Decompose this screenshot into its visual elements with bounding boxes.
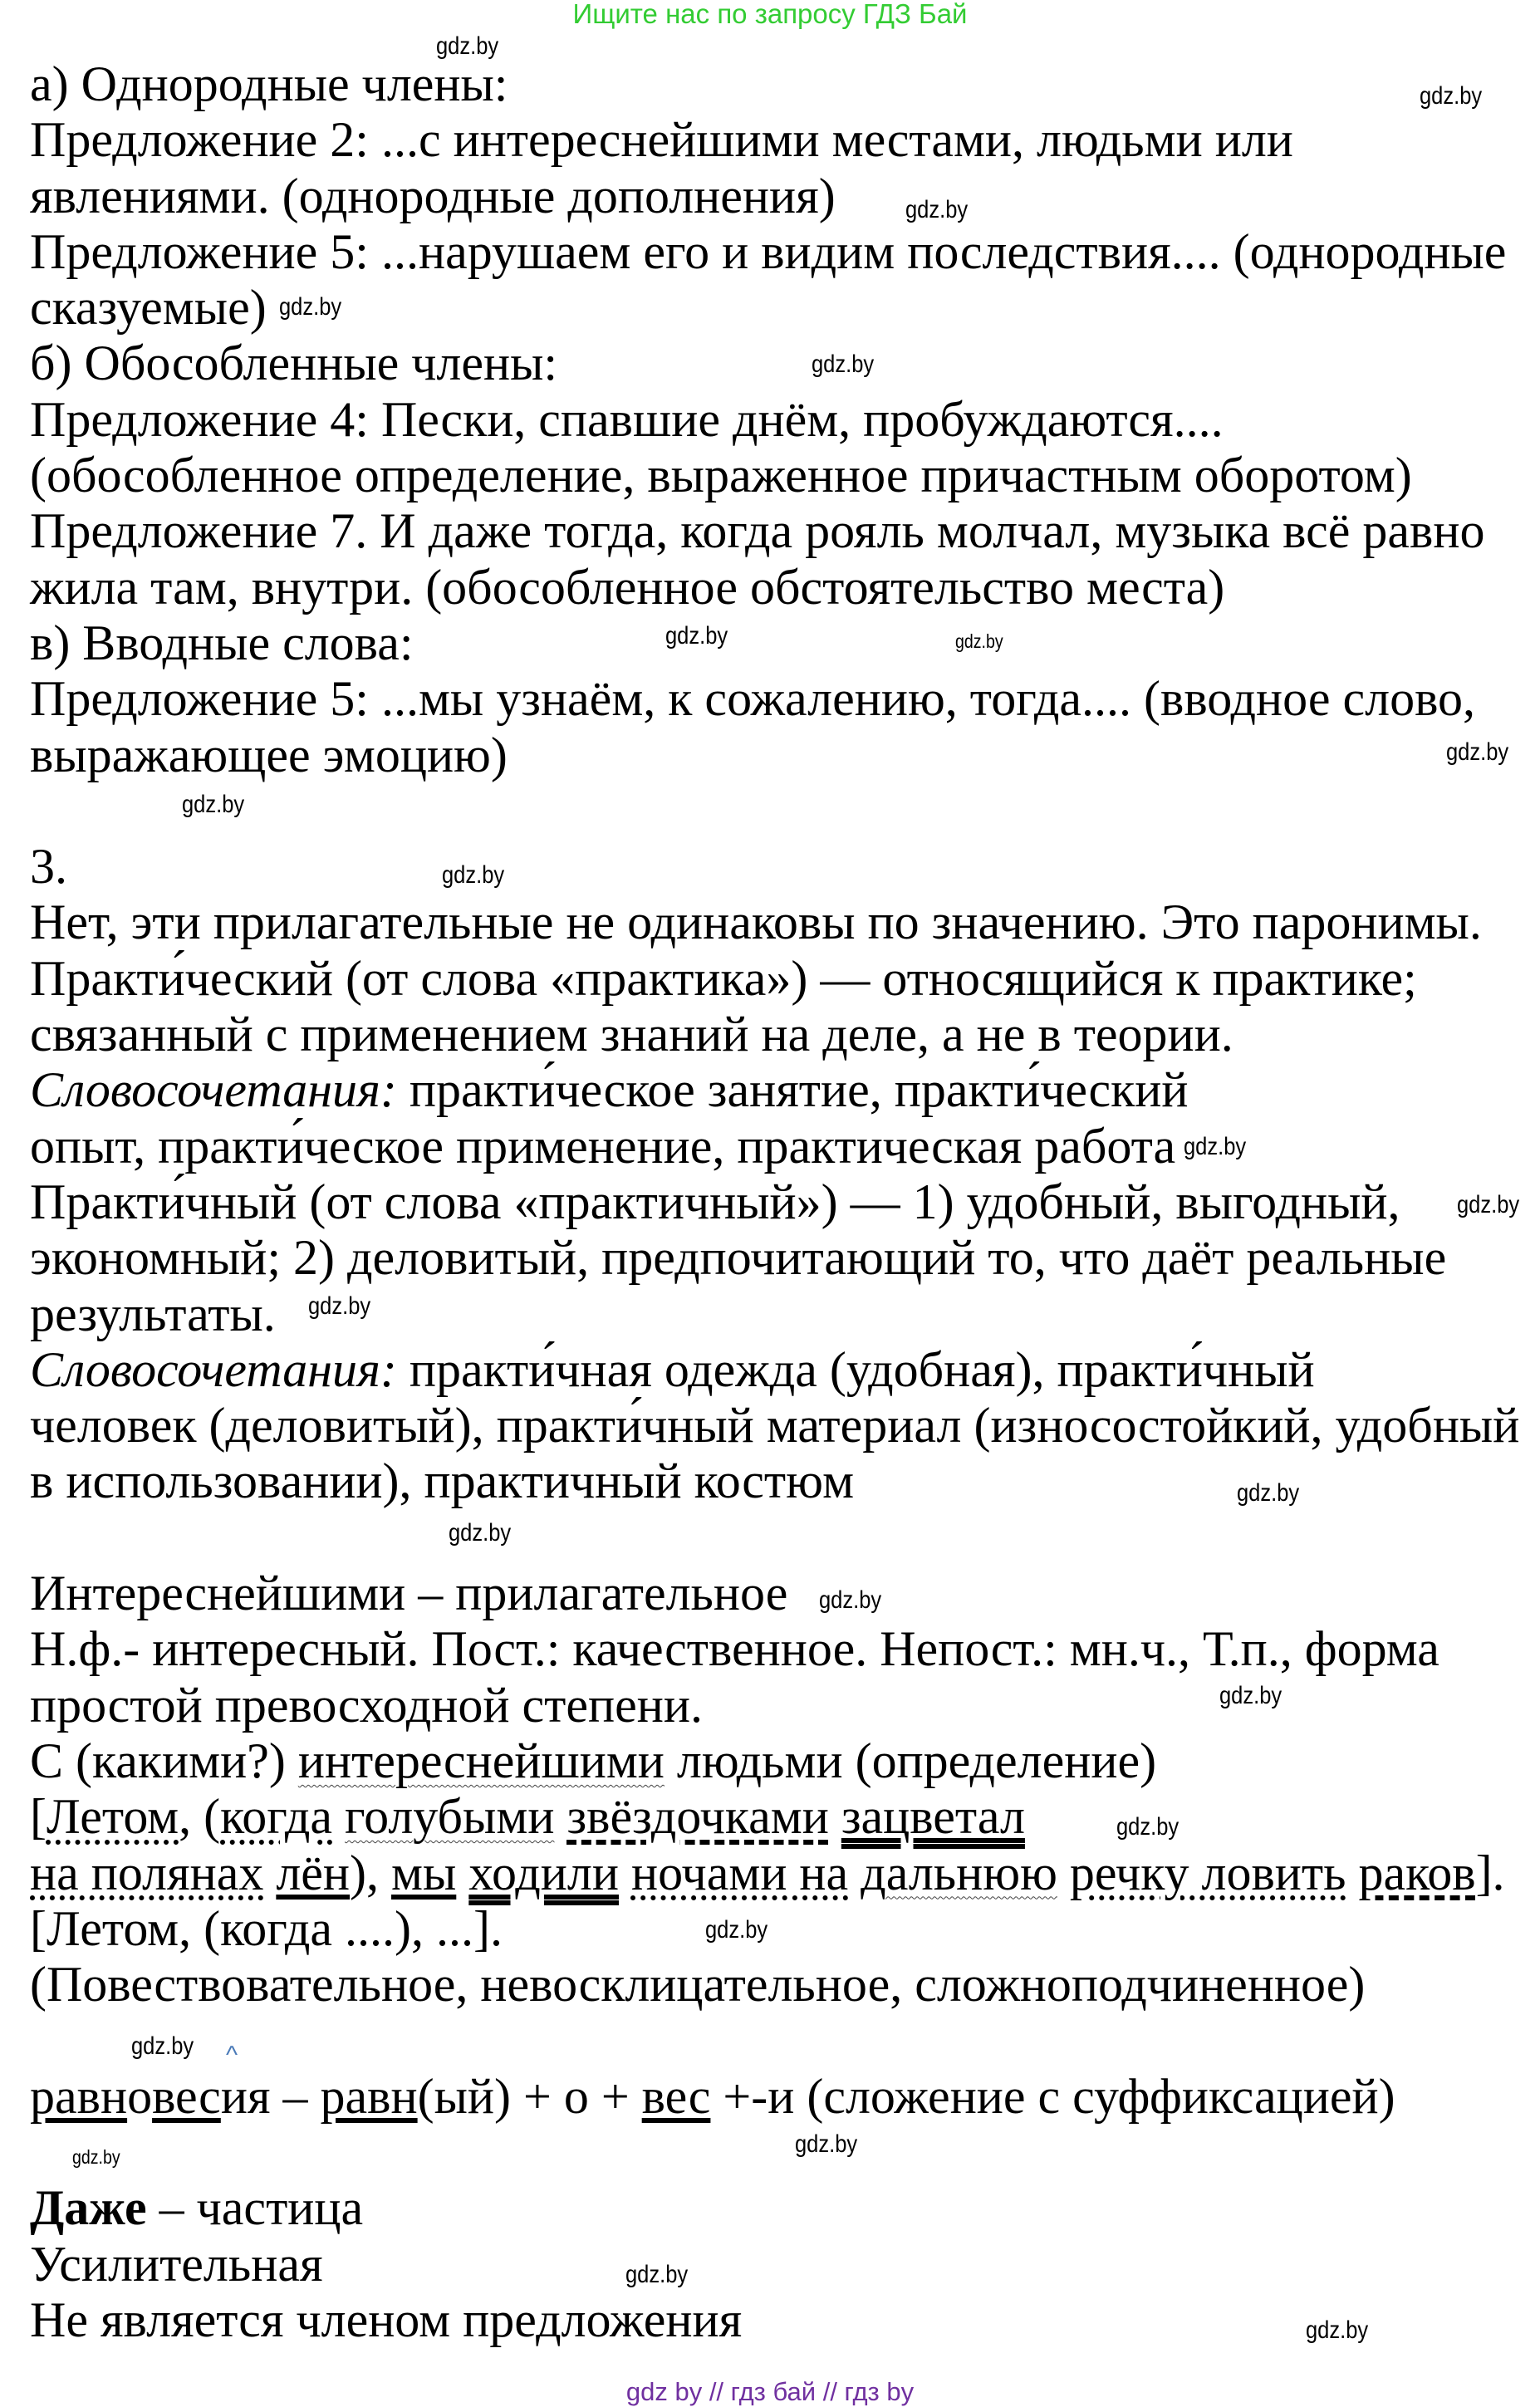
marked-text-segment: зацветал [841, 1789, 1025, 1845]
text-segment: Н.ф.- интересный. Пост.: качественное. Непост.: мн.ч., Т.п., форма [30, 1621, 1439, 1677]
text-segment: результаты. [30, 1286, 276, 1341]
text-segment: (ый) + о + [417, 2068, 642, 2124]
text-segment: Не является членом предложения [30, 2292, 743, 2347]
text-line [30, 1454, 1525, 1509]
document-body [30, 56, 1525, 2348]
text-segment: , ( [179, 1789, 221, 1845]
text-line [30, 1957, 1525, 2012]
text-segment: ]. [1475, 1845, 1505, 1900]
text-segment: Усилительная [30, 2236, 323, 2292]
marked-text-segment: голубыми [345, 1789, 555, 1845]
marked-text-segment: вес [152, 2068, 221, 2124]
marked-text-segment: равн [320, 2068, 418, 2124]
watermark: gdz.by [819, 1586, 882, 1614]
text-segment: жила там, внутри. (обособленное обстоятельство места) [30, 559, 1225, 615]
text-line [30, 839, 1525, 895]
text-segment: выражающее эмоцию) [30, 727, 508, 782]
text-line [30, 951, 1525, 1007]
text-line [30, 1062, 1525, 1118]
text-segment: простой превосходной степени. [30, 1677, 703, 1733]
watermark: gdz.by [442, 861, 505, 889]
search-hint-banner: Ищите нас по запросу ГДЗ Бай [572, 0, 968, 29]
text-segment: Практи́чный (от слова «практичный») — 1) удобный, выгодный, [30, 1174, 1400, 1229]
text-segment: (Повествовательное, невосклицательное, сложноподчиненное) [30, 1957, 1366, 2012]
marked-text-segment: Даже [30, 2180, 147, 2236]
text-segment: ия – [220, 2068, 321, 2124]
text-segment: ), [350, 1845, 392, 1900]
marked-text-segment: Словосочетания: [30, 1341, 397, 1397]
text-line [30, 1733, 1525, 1789]
text-segment: [Летом, (когда ....), ...]. [30, 1900, 503, 1956]
watermark: gdz.by [1116, 1813, 1180, 1841]
marked-text-segment: Летом [46, 1789, 179, 1845]
watermark: gdz.by [182, 791, 245, 818]
watermark: gdz.by [131, 2032, 194, 2060]
watermark: gdz.by [705, 1916, 768, 1944]
marked-text-segment: на полянах [30, 1845, 264, 1900]
text-line [30, 2237, 1525, 2292]
watermark: gdz.by [436, 32, 499, 60]
text-segment: в использовании), практичный костюм [30, 1454, 855, 1509]
text-line [30, 1174, 1525, 1230]
text-line [30, 2069, 1525, 2125]
marked-text-segment: звёздочками [566, 1789, 829, 1845]
watermark: gdz.by [1446, 738, 1509, 766]
marked-text-segment: лён [276, 1845, 351, 1900]
text-segment [554, 1789, 566, 1844]
watermark: gdz.by [795, 2130, 858, 2158]
text-line [30, 503, 1525, 559]
marked-text-segment: ходили [468, 1845, 619, 1900]
text-line [30, 1846, 1525, 1901]
text-segment [456, 1846, 468, 1900]
text-line [30, 1901, 1525, 1957]
marked-text-segment: речку ловить [1069, 1845, 1346, 1900]
text-line [30, 1678, 1525, 1733]
text-segment [1057, 1846, 1070, 1900]
text-line [30, 1287, 1525, 1342]
watermark: gdz.by [1184, 1133, 1247, 1160]
watermark: gdz.by [72, 2146, 120, 2168]
marked-text-segment: раков [1358, 1845, 1476, 1900]
text-segment [619, 1846, 631, 1900]
watermark: gdz.by [665, 622, 728, 650]
text-segment: С (какими?) [30, 1733, 298, 1788]
text-line [30, 895, 1525, 950]
text-segment: в) Вводные слова: [30, 615, 414, 670]
text-segment: практи́ческое занятие, практи́ческий [396, 1062, 1189, 1118]
text-line [30, 2180, 1525, 2236]
text-line [30, 169, 1525, 224]
text-segment: сказуемые) [30, 280, 267, 336]
text-segment: явлениями. (однородные дополнения) [30, 168, 836, 223]
text-line [30, 1342, 1525, 1398]
marked-text-segment: Словосочетания: [30, 1062, 397, 1118]
watermark: gdz.by [279, 293, 342, 321]
watermark: gdz.by [1420, 82, 1483, 110]
text-segment: Предложение 5: ...нарушаем его и видим последствия.... (однородные [30, 223, 1507, 279]
watermark: gdz.by [905, 196, 969, 223]
marked-text-segment: вес [641, 2068, 711, 2124]
text-line [30, 1007, 1525, 1062]
text-segment: [ [30, 1789, 47, 1845]
text-segment: (обособленное определение, выраженное причастным оборотом) [30, 448, 1412, 503]
marked-text-segment: интереснейшими [297, 1733, 665, 1788]
text-segment: опыт, практи́ческое применение, практическая работа [30, 1118, 1176, 1174]
blank-line [30, 2012, 1525, 2068]
text-line [30, 448, 1525, 503]
text-segment: б) Обособленные члены: [30, 336, 558, 391]
text-line [30, 1230, 1525, 1286]
watermark: gdz.by [1219, 1682, 1283, 1709]
footer-link[interactable]: gdz by // гдз бай // гдз by [625, 2377, 915, 2406]
text-segment: Предложение 4: Пески, спавшие днём, пробуждаются.... [30, 391, 1224, 447]
text-line [30, 112, 1525, 168]
blank-line [30, 2125, 1525, 2180]
text-line [30, 671, 1525, 727]
text-segment: +-и (сложение с суффиксацией) [710, 2068, 1395, 2124]
text-segment: 3. [30, 839, 67, 895]
text-line [30, 1119, 1525, 1174]
text-segment: а) Однородные члены: [30, 56, 508, 111]
marked-text-segment: равн [30, 2068, 128, 2124]
text-segment: Интереснейшими – прилагательное [30, 1566, 788, 1621]
watermark: gdz.by [1457, 1191, 1520, 1218]
text-segment: связанный с применением знаний на деле, а не в теории. [30, 1007, 1233, 1062]
marked-text-segment: ночами на [630, 1845, 849, 1900]
watermark: gdz.by [449, 1519, 512, 1547]
text-segment [332, 1789, 345, 1844]
text-line [30, 1398, 1525, 1454]
text-segment: Предложение 5: ...мы узнаём, к сожалению, тогда.... (вводное слово, [30, 671, 1475, 727]
text-line [30, 224, 1525, 280]
watermark: gdz.by [955, 630, 1003, 652]
text-line [30, 56, 1525, 112]
text-segment: практи́чная одежда (удобная), практи́чный [396, 1341, 1315, 1397]
text-line [30, 1621, 1525, 1677]
text-line [30, 392, 1525, 448]
watermark: gdz.by [625, 2261, 689, 2288]
blank-line [30, 783, 1525, 839]
marked-text-segment: дальнюю [861, 1845, 1057, 1900]
text-segment: о [127, 2068, 153, 2124]
text-segment: Предложение 2: ...с интереснейшими местами, людьми или [30, 112, 1293, 168]
marked-text-segment: когда [220, 1789, 333, 1845]
watermark: gdz.by [812, 351, 875, 378]
watermark: gdz.by [1306, 2316, 1369, 2344]
blank-line [30, 1510, 1525, 1566]
text-line [30, 1566, 1525, 1621]
text-segment: – частица [146, 2180, 364, 2236]
text-segment: людьми (определение) [664, 1733, 1157, 1788]
caret-mark-icon: ^ [226, 2042, 238, 2069]
text-line [30, 336, 1525, 391]
text-segment: Практи́ческий (от слова «практика») — относящийся к практике; [30, 950, 1417, 1006]
text-line [30, 1789, 1525, 1845]
text-segment: экономный; 2) деловитый, предпочитающий то, что даёт реальные [30, 1230, 1447, 1286]
text-segment: Нет, эти прилагательные не одинаковы по значению. Это паронимы. [30, 895, 1482, 950]
text-line [30, 2292, 1525, 2348]
text-segment [829, 1789, 841, 1844]
text-segment: Предложение 7. И даже тогда, когда рояль молчал, музыка всё равно [30, 503, 1485, 559]
text-segment: человек (деловитый), практи́чный материал (износостойкий, удобный [30, 1398, 1520, 1454]
text-segment [263, 1846, 276, 1900]
text-line [30, 280, 1525, 336]
text-line [30, 615, 1525, 671]
text-segment [848, 1846, 861, 1900]
marked-text-segment: мы [391, 1845, 457, 1900]
text-line [30, 728, 1525, 783]
text-line [30, 560, 1525, 615]
watermark: gdz.by [308, 1292, 371, 1320]
text-segment [1346, 1846, 1359, 1900]
watermark: gdz.by [1237, 1479, 1300, 1507]
